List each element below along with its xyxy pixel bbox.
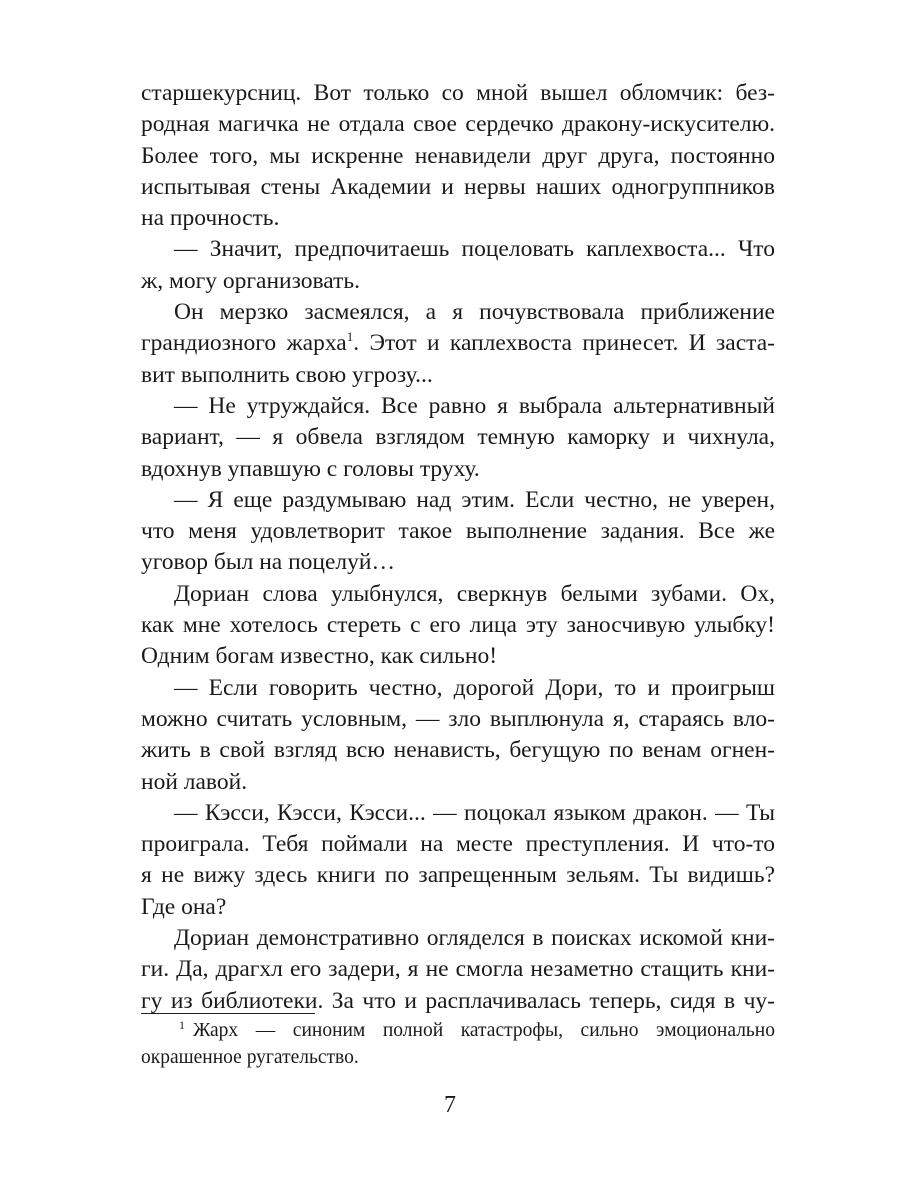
footnote	[141, 1017, 775, 1071]
text-line: проиграла. Тебя поймали на месте преступления. И что-то	[141, 831, 775, 858]
text-line-with-footnote	[141, 328, 775, 359]
text-line: ной лавой.	[141, 768, 248, 795]
text-line: ж, могу организовать.	[141, 267, 360, 294]
body-text	[141, 78, 775, 1017]
paragraph-5	[141, 485, 775, 579]
text-line: гу из библиотеки. За что и расплачивалась теперь, сидя в чу-	[141, 987, 775, 1014]
paragraph-6	[141, 579, 775, 673]
text-line: уговор был на поцелуй…	[141, 549, 395, 576]
footnote-text: Жарх — синоним полной катастрофы, сильно эмоционально	[193, 1020, 775, 1041]
text-line: Более того, мы искренне ненавидели друг друга, постоянно	[141, 142, 775, 169]
text-line: на прочность.	[141, 205, 280, 232]
text-line: вдохнув упавшую с головы труху.	[141, 455, 480, 482]
paragraph-4	[141, 391, 775, 485]
text-line: вит выполнить свою угрозу...	[141, 361, 433, 388]
paragraph-1	[141, 78, 775, 234]
text-line: старшекурсниц. Вот только со мной вышел обломчик: без-	[141, 80, 775, 106]
text-fragment: . Этот и каплехвоста принесет. И заста-	[353, 330, 775, 357]
text-line: Дориан слова улыбнулся, сверкнув белыми зубами. Ох,	[174, 580, 775, 607]
paragraph-9	[141, 923, 775, 1017]
text-line: Он мерзко засмеялся, а я почувствовала приближение	[174, 299, 775, 326]
text-line: как мне хотелось стереть с его лица эту заносчивую улыбку!	[141, 612, 775, 639]
text-line: Дориан демонстративно огляделся в поисках искомой кни-	[174, 925, 775, 952]
text-line: — Значит, предпочитаешь поцеловать каплехвоста... Что	[174, 236, 775, 263]
paragraph-2	[141, 234, 775, 297]
text-line: Где она?	[141, 893, 227, 920]
text-fragment: грандиозного жарха	[141, 330, 347, 357]
text-line: я не вижу здесь книги по запрещенным зельям. Ты видишь?	[141, 862, 775, 889]
text-line: можно считать условным, — зло выплюнула я, стараясь вло-	[141, 705, 775, 732]
text-line: Одним богам известно, как сильно!	[141, 643, 498, 670]
paragraph-7	[141, 673, 775, 798]
footnote-divider	[141, 1013, 315, 1014]
text-line: — Если говорить честно, дорогой Дори, то и проигрыш	[174, 674, 775, 701]
text-line: ги. Да, драгхл его задери, я не смогла незаметно стащить кни-	[141, 956, 775, 983]
footnote-reference[interactable]: 1	[346, 329, 354, 345]
text-line: родная магичка не отдала свое сердечко дракону-искусителю.	[141, 111, 775, 138]
text-line: что меня удовлетворит такое выполнение задания. Все же	[141, 518, 775, 545]
text-line: испытывая стены Академии и нервы наших одногруппников	[141, 173, 775, 200]
footnote-mark: 1	[179, 1017, 185, 1032]
text-line: жить в свой взгляд всю ненависть, бегущую по венам огнен-	[141, 737, 775, 764]
footnote-line	[141, 1017, 775, 1044]
footnote-line: окрашенное ругательство.	[141, 1047, 359, 1068]
paragraph-8	[141, 798, 775, 923]
text-line: вариант, — я обвела взглядом темную каморку и чихнула,	[141, 424, 775, 451]
text-line: — Я еще раздумываю над этим. Если честно, не уверен,	[174, 486, 775, 513]
page-number: 7	[444, 1092, 456, 1118]
text-line: — Кэсси, Кэсси, Кэсси... — поцокал языком дракон. — Ты	[174, 799, 775, 826]
paragraph-3	[141, 297, 775, 391]
text-line: — Не утруждайся. Все равно я выбрала альтернативный	[174, 392, 775, 419]
